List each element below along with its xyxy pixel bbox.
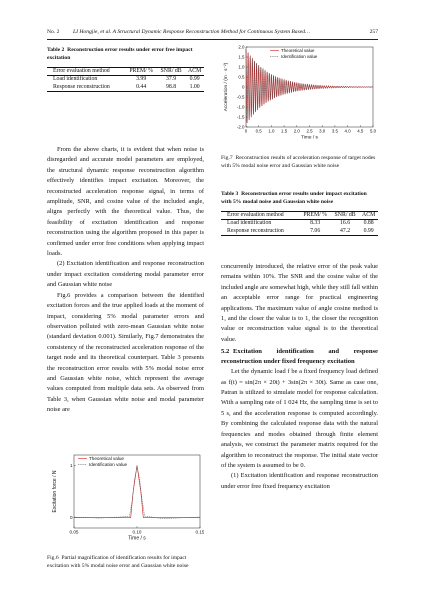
- x-axis-label: Time / s: [128, 535, 146, 542]
- y-tick-label: -1.5: [236, 114, 245, 120]
- table3: [221, 211, 378, 236]
- table-row: Load identification 8.33 16.6 0.88: [227, 220, 374, 227]
- y-tick-label: -0.5: [236, 94, 245, 100]
- legend-entry: Theoretical value: [281, 48, 315, 54]
- y-axis-label: Excitation force / N: [52, 470, 58, 513]
- running-header: [47, 26, 378, 38]
- fig6-caption: [47, 554, 204, 570]
- y-tick-label: 1.0: [238, 64, 245, 70]
- x-tick-label: 4.5: [357, 128, 364, 134]
- x-tick-label: 3.0: [319, 128, 326, 134]
- fig6-caption-num: Fig.6: [47, 555, 59, 561]
- left-column: [47, 46, 204, 92]
- y-tick-label: -2.0: [236, 124, 245, 130]
- table3-col-method: Error evaluation method: [227, 212, 284, 218]
- y-tick-label: 0: [69, 514, 73, 520]
- left-body-text: [47, 145, 204, 445]
- table3-col-acm: ACM: [362, 212, 376, 218]
- subsection-heading: (1) Excitation identification and response reconstruction under error free fixed frequency excitation: [221, 472, 378, 490]
- legend-entry: Identification value: [281, 54, 318, 60]
- table3-caption-num: Table 3: [221, 191, 239, 197]
- table2: [47, 67, 204, 92]
- fig6-caption-text: Partial magnification of identification results for impact excitation with 5% modal noise error and Gaussian white noise: [47, 555, 189, 569]
- x-tick-label: 1.0: [268, 128, 275, 134]
- fig7-caption: [221, 154, 378, 170]
- table-row: Response reconstruction 0.44 98.8 1.00: [47, 84, 204, 92]
- table2-col-snr: SNR/ dB: [160, 68, 182, 74]
- x-tick-label: 0.5: [255, 128, 262, 134]
- y-tick-label: -1.0: [236, 104, 245, 110]
- x-tick-label: 5.0: [369, 128, 377, 134]
- right-body-text: [221, 262, 378, 582]
- running-title: LI Hongjie, et al. A Structural Dynamic Response Reconstruction Method for Continuous System Based…: [73, 29, 311, 35]
- y-tick-label: 0.5: [238, 74, 245, 80]
- section-title: Excitation identification and response reconstruction under fixed frequency excitation: [221, 348, 378, 366]
- table3-caption-text: Reconstruction error results under impact excitation with 5% modal noise and Gaussian white noise: [221, 191, 367, 205]
- y-tick-label: 2.0: [238, 44, 245, 50]
- y-tick-label: 1: [69, 462, 73, 468]
- x-axis-label: Time / s: [301, 135, 318, 141]
- theoretical-series-line: [74, 465, 200, 517]
- section-number: 5.2: [221, 348, 230, 356]
- paragraph: concurrently introduced, the relative error of the peak value remains within 10%. The SNR and the cosine value of the included angle are somewhat high, while they still fall within an acceptable error range for practical engineering applications. The maximum value of angle cosine method is 1, and the closer the value is to 1, the closer the recognition value or reconstruction value signal is to the theoretical value.: [221, 263, 378, 343]
- x-tick-label: 2.0: [293, 128, 300, 134]
- y-tick-label: 1.5: [238, 54, 245, 60]
- subsection-heading: (2) Excitation identification and response reconstruction under impact excitation considering modal parameter error and Gaussian white noise: [47, 260, 204, 289]
- issue-number: No. 2: [47, 29, 60, 35]
- table2-caption: [47, 46, 204, 62]
- table2-col-acm: ACM: [188, 68, 202, 74]
- x-tick-label: 0.05: [69, 529, 79, 535]
- section-heading: [221, 347, 378, 367]
- identification-series-line: [246, 50, 373, 121]
- x-tick-label: 1.5: [281, 128, 288, 134]
- fig6-chart: [47, 450, 204, 546]
- table3-block: [221, 190, 378, 236]
- x-tick-label: 2.5: [306, 128, 313, 134]
- x-tick-label: 0.15: [195, 529, 204, 535]
- fig7-chart: [221, 44, 378, 144]
- table3-col-prem: PREM/ %: [303, 212, 327, 218]
- table2-caption-num: Table 2: [47, 47, 65, 53]
- identification-series-line: [74, 466, 200, 518]
- figure-7: [221, 44, 378, 170]
- theoretical-series-line: [246, 49, 373, 123]
- x-tick-label: 0.10: [132, 529, 142, 535]
- table2-col-prem: PREM/ %: [129, 68, 153, 74]
- table3-col-snr: SNR/ dB: [334, 212, 356, 218]
- table-row: Load identification 3.99 37.9 0.99: [53, 76, 200, 83]
- paragraph: Fig.6 provides a comparison between the identified excitation forces and the true applied loads at the moment of impact, considering 5% modal parameter errors and observation polluted with zero-mean Gaussian white noise (standard deviation 0.001). Similarly, Fig.7 demonstrates the consistency of the reconstructed acceleration response of the target node and its theoretical counterpart. Table 3 presents the reconstruction error results with 5% modal noise error and Gaussian white noise, which represent the average values computed from multiple data sets. As observed from Table 3, when Gaussian white noise and modal parameter noise are: [47, 291, 204, 414]
- legend-entry: Theoretical value: [89, 456, 124, 462]
- fig7-caption-num: Fig.7: [221, 155, 233, 161]
- table2-col-method: Error evaluation method: [53, 68, 110, 74]
- x-tick-label: 0: [244, 128, 248, 134]
- figure-6: [47, 450, 204, 570]
- table-row: Response reconstruction 7.06 47.2 0.99: [221, 228, 378, 236]
- y-axis-label: Acceleration / (m · s⁻²): [224, 62, 229, 112]
- x-tick-label: 4.0: [344, 128, 351, 134]
- fig7-caption-text: Reconstruction results of acceleration response of target nodes with 5% modal noise error and Gaussian white noise: [221, 155, 376, 169]
- paragraph: From the above charts, it is evident that when noise is disregarded and accurate model parameters are employed, the structural dynamic response reconstruction algorithm effectively identifies impact excitation. Moreover, the reconstructed acceleration response signal, in terms of amplitude, SNR, and cosine value of the included angle, aligns perfectly with the theoretical value. Thus, the feasibility of excitation identification and response reconstruction using the algorithm proposed in this paper is confirmed under error free conditions when applying impact loads.: [47, 146, 204, 258]
- page-number: 257: [369, 29, 378, 35]
- header-rule: [47, 39, 378, 40]
- legend-entry: Identification value: [89, 462, 128, 468]
- paragraph: Let the dynamic load f be a fixed frequency load defined as f(t) = sin(2π × 20t) + 3sin(2π × 30t). Same as case one, Patran is utilized to simulate model for response calculation. With a sampling rate of 1 024 Hz, the sampling time is set to 5 s, and the acceleration response is computed accordingly. By combining the calculated response data with the natural frequencies and modes obtained through finite element analysis, we construct the parameter matrix required for the algorithm to reconstruct the response. The initial state vector of the system is assumed to be 0.: [221, 368, 378, 469]
- table3-caption: [221, 190, 378, 206]
- y-tick-label: 0: [242, 84, 245, 90]
- table2-caption-text: Reconstruction error results under error free impact excitation: [47, 47, 193, 61]
- x-tick-label: 3.5: [331, 128, 338, 134]
